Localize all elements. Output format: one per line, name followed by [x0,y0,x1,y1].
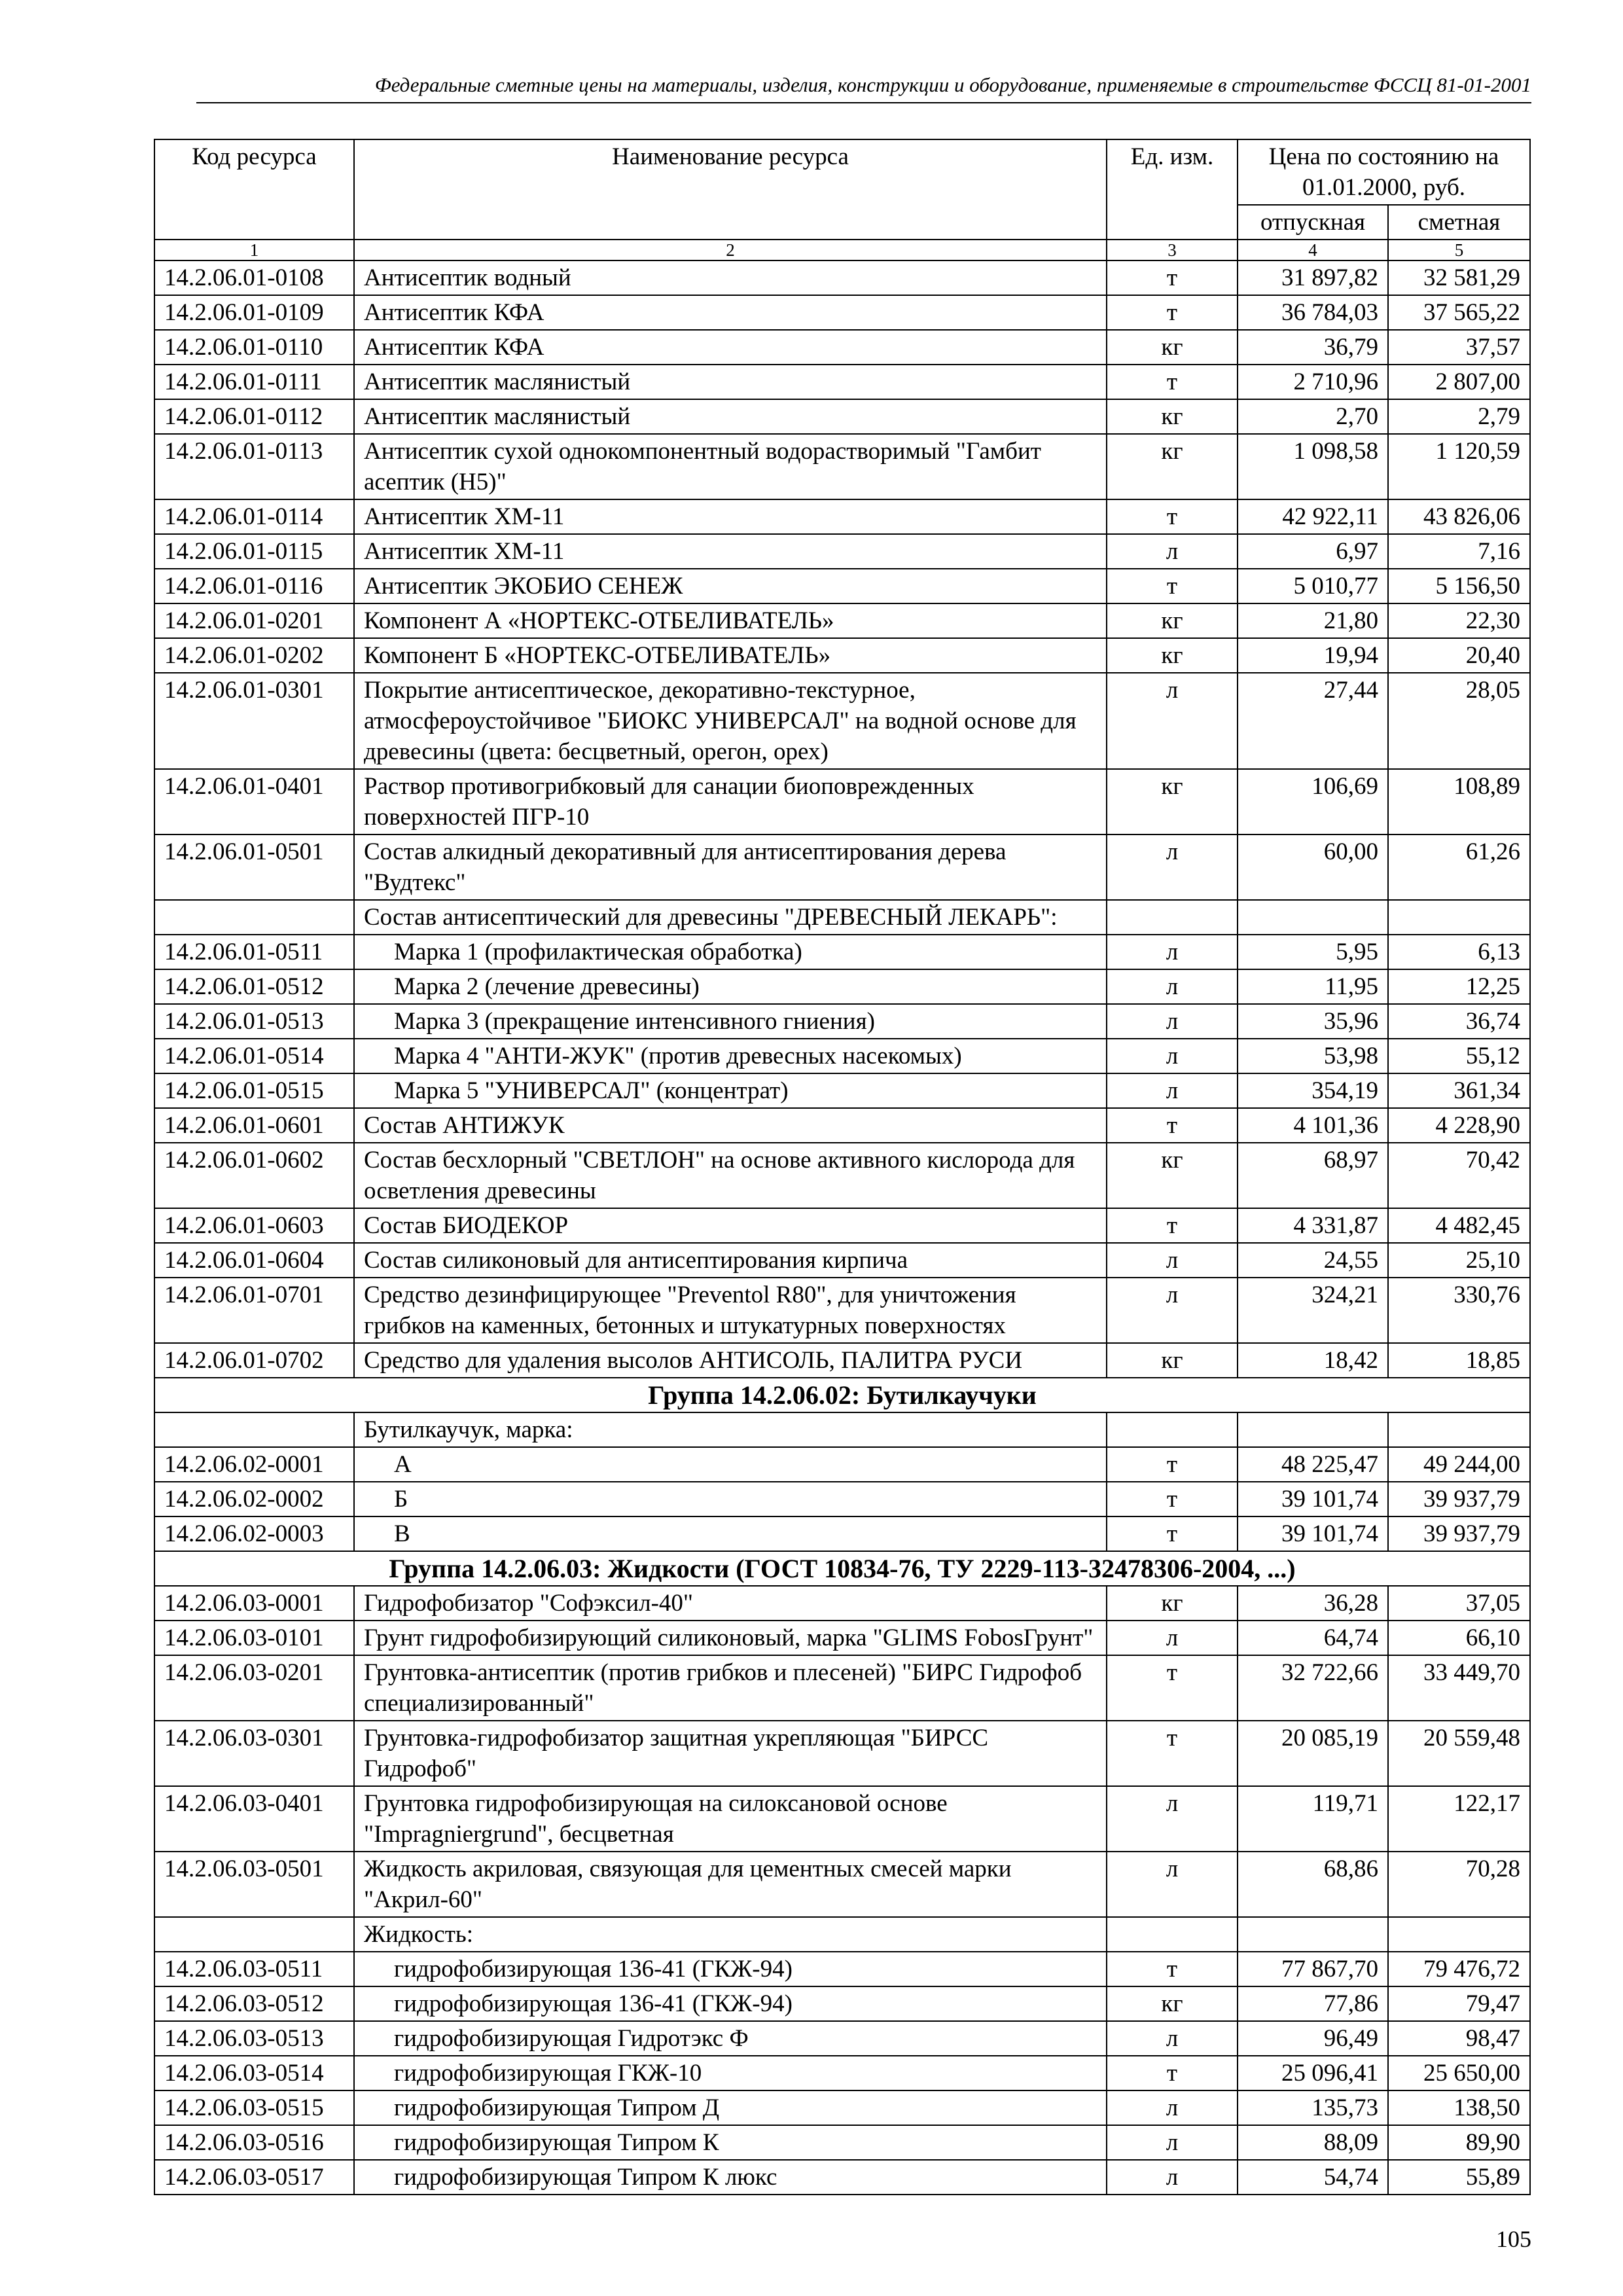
resource-code [154,900,354,935]
unit: т [1107,499,1238,534]
release-price: 27,44 [1238,673,1388,769]
release-price: 5 010,77 [1238,569,1388,603]
resource-name: Компонент А «НОРТЕКС-ОТБЕЛИВАТЕЛЬ» [354,603,1107,638]
resource-name: гидрофобизирующая Типром К [354,2125,1107,2160]
unit: л [1107,1039,1238,1073]
resource-code: 14.2.06.01-0109 [154,295,354,330]
estimate-price: 66,10 [1388,1621,1530,1655]
resource-code: 14.2.06.01-0511 [154,935,354,969]
unit: т [1107,295,1238,330]
column-header-name: Наименование ресурса [354,139,1107,240]
estimate-price: 4 482,45 [1388,1208,1530,1243]
unit: т [1107,1952,1238,1986]
resource-name: Марка 4 "АНТИ-ЖУК" (против древесных насекомых) [354,1039,1107,1073]
release-price: 42 922,11 [1238,499,1388,534]
resource-name: Средство для удаления высолов АНТИСОЛЬ, ПАЛИТРА РУСИ [354,1343,1107,1378]
page-number: 105 [1496,2226,1531,2252]
unit: т [1107,365,1238,399]
release-price [1238,900,1388,935]
table-row [154,1073,1530,1108]
release-price [1238,1917,1388,1952]
resource-name: гидрофобизирующая 136-41 (ГКЖ-94) [354,1952,1107,1986]
resource-code: 14.2.06.02-0003 [154,1516,354,1551]
resource-code: 14.2.06.01-0113 [154,434,354,499]
release-price: 36 784,03 [1238,295,1388,330]
unit: т [1107,1655,1238,1721]
estimate-price: 330,76 [1388,1278,1530,1343]
resource-name: Раствор противогрибковый для санации биоповрежденных поверхностей ПГР-10 [354,769,1107,834]
resource-name: гидрофобизирующая ГКЖ-10 [354,2056,1107,2090]
resource-name: Состав силиконовый для антисептирования кирпича [354,1243,1107,1278]
resource-name: Антисептик КФА [354,330,1107,365]
unit: л [1107,834,1238,900]
unit: т [1107,2056,1238,2090]
resource-code: 14.2.06.01-0701 [154,1278,354,1343]
table-row [154,769,1530,834]
estimate-price: 55,89 [1388,2160,1530,2195]
resource-code [154,1917,354,1952]
resource-name: Антисептик маслянистый [354,399,1107,434]
resource-code: 14.2.06.01-0112 [154,399,354,434]
release-price: 36,79 [1238,330,1388,365]
release-price: 60,00 [1238,834,1388,900]
resource-code: 14.2.06.03-0401 [154,1786,354,1852]
estimate-price: 98,47 [1388,2021,1530,2056]
release-price: 2,70 [1238,399,1388,434]
group-title: Группа 14.2.06.02: Бутилкаучуки [154,1378,1530,1412]
resource-code: 14.2.06.03-0201 [154,1655,354,1721]
release-price: 5,95 [1238,935,1388,969]
release-price: 31 897,82 [1238,260,1388,295]
subheading-row [154,1917,1530,1952]
release-price: 77 867,70 [1238,1952,1388,1986]
table-row [154,1208,1530,1243]
resource-name: Антисептик ХМ-11 [354,499,1107,534]
resource-code: 14.2.06.03-0515 [154,2090,354,2125]
table-row [154,330,1530,365]
resource-code: 14.2.06.01-0515 [154,1073,354,1108]
table-row [154,1852,1530,1917]
unit: л [1107,1004,1238,1039]
release-price: 48 225,47 [1238,1447,1388,1482]
estimate-price: 25 650,00 [1388,2056,1530,2090]
unit: кг [1107,769,1238,834]
table-row [154,1986,1530,2021]
resource-name: Б [354,1482,1107,1516]
estimate-price: 37,05 [1388,1586,1530,1621]
resource-code: 14.2.06.03-0516 [154,2125,354,2160]
table-row [154,1278,1530,1343]
unit: л [1107,1852,1238,1917]
resource-code: 14.2.06.02-0001 [154,1447,354,1482]
resource-name: Марка 3 (прекращение интенсивного гниения) [354,1004,1107,1039]
table-row [154,2090,1530,2125]
unit: л [1107,2160,1238,2195]
table-row [154,1243,1530,1278]
unit: л [1107,673,1238,769]
estimate-price [1388,1412,1530,1447]
estimate-price: 138,50 [1388,2090,1530,2125]
release-price: 21,80 [1238,603,1388,638]
estimate-price: 1 120,59 [1388,434,1530,499]
resource-name: Состав АНТИЖУК [354,1108,1107,1143]
release-price: 354,19 [1238,1073,1388,1108]
estimate-price: 70,42 [1388,1143,1530,1208]
resource-code: 14.2.06.01-0110 [154,330,354,365]
column-header-code: Код ресурса [154,139,354,240]
release-price: 4 331,87 [1238,1208,1388,1243]
resource-code: 14.2.06.03-0513 [154,2021,354,2056]
table-row [154,969,1530,1004]
resource-code: 14.2.06.03-0301 [154,1721,354,1786]
resource-name: Антисептик КФА [354,295,1107,330]
estimate-price: 4 228,90 [1388,1108,1530,1143]
table-row [154,638,1530,673]
column-header-release-price: отпускная [1238,205,1388,240]
resource-code: 14.2.06.03-0001 [154,1586,354,1621]
estimate-price: 55,12 [1388,1039,1530,1073]
estimate-price: 2 807,00 [1388,365,1530,399]
estimate-price: 39 937,79 [1388,1516,1530,1551]
resource-code: 14.2.06.01-0114 [154,499,354,534]
table-row [154,534,1530,569]
unit: т [1107,569,1238,603]
resource-name: Грунтовка гидрофобизирующая на силоксановой основе "Impragniergrund", бесцветная [354,1786,1107,1852]
release-price: 24,55 [1238,1243,1388,1278]
table-row [154,1482,1530,1516]
group-title: Группа 14.2.06.03: Жидкости (ГОСТ 10834-76, ТУ 2229-113-32478306-2004, ...) [154,1551,1530,1586]
table-row [154,1004,1530,1039]
unit: л [1107,969,1238,1004]
resource-name: В [354,1516,1107,1551]
unit: т [1107,260,1238,295]
resource-code [154,1412,354,1447]
release-price: 68,86 [1238,1852,1388,1917]
estimate-price [1388,900,1530,935]
unit: т [1107,1208,1238,1243]
subheading-row [154,1412,1530,1447]
table-row [154,1786,1530,1852]
release-price: 4 101,36 [1238,1108,1388,1143]
resource-code: 14.2.06.03-0501 [154,1852,354,1917]
release-price: 324,21 [1238,1278,1388,1343]
column-header-unit: Ед. изм. [1107,139,1238,240]
resource-name: Гидрофобизатор "Софэксил-40" [354,1586,1107,1621]
table-row [154,834,1530,900]
release-price: 25 096,41 [1238,2056,1388,2090]
resource-name: Состав алкидный декоративный для антисептирования дерева "Вудтекс" [354,834,1107,900]
unit: т [1107,1108,1238,1143]
unit: л [1107,534,1238,569]
table-body [154,260,1530,2195]
resource-name: Средство дезинфицирующее "Preventol R80", для уничтожения грибков на каменных, бетонных и штукатурных поверхностях [354,1278,1107,1343]
unit: т [1107,1516,1238,1551]
release-price: 20 085,19 [1238,1721,1388,1786]
resource-code: 14.2.06.01-0602 [154,1143,354,1208]
column-number: 4 [1238,240,1388,260]
resource-code: 14.2.06.02-0002 [154,1482,354,1516]
column-number: 1 [154,240,354,260]
estimate-price: 5 156,50 [1388,569,1530,603]
release-price: 53,98 [1238,1039,1388,1073]
unit: кг [1107,1143,1238,1208]
column-header-estimate-price: сметная [1388,205,1530,240]
resource-name: Марка 5 "УНИВЕРСАЛ" (концентрат) [354,1073,1107,1108]
estimate-price: 36,74 [1388,1004,1530,1039]
resource-name: Состав БИОДЕКОР [354,1208,1107,1243]
estimate-price: 25,10 [1388,1243,1530,1278]
resource-code: 14.2.06.01-0111 [154,365,354,399]
release-price: 2 710,96 [1238,365,1388,399]
resource-name: А [354,1447,1107,1482]
unit: л [1107,1621,1238,1655]
resource-name: Антисептик ХМ-11 [354,534,1107,569]
unit: кг [1107,1343,1238,1378]
resource-name: Грунтовка-гидрофобизатор защитная укрепляющая "БИРСС Гидрофоб" [354,1721,1107,1786]
table-row [154,2160,1530,2195]
resource-code: 14.2.06.01-0603 [154,1208,354,1243]
release-price: 64,74 [1238,1621,1388,1655]
column-header-price-group: Цена по состоянию на 01.01.2000, руб. [1238,139,1530,205]
resource-name: гидрофобизирующая Типром К люкс [354,2160,1107,2195]
resource-code: 14.2.06.03-0511 [154,1952,354,1986]
release-price: 77,86 [1238,1986,1388,2021]
release-price: 68,97 [1238,1143,1388,1208]
release-price: 39 101,74 [1238,1516,1388,1551]
subheading-row [154,900,1530,935]
resource-code: 14.2.06.03-0517 [154,2160,354,2195]
table-row [154,260,1530,295]
unit [1107,1412,1238,1447]
resource-code: 14.2.06.01-0514 [154,1039,354,1073]
estimate-price: 28,05 [1388,673,1530,769]
unit: л [1107,1243,1238,1278]
table-row [154,1655,1530,1721]
table-row [154,1343,1530,1378]
estimate-price: 32 581,29 [1388,260,1530,295]
resource-name: Покрытие антисептическое, декоративно-текстурное, атмосфероустойчивое "БИОКС УНИВЕРСАЛ" на водной основе для древесины (цвета: бесцветный, орегон, орех) [354,673,1107,769]
unit: т [1107,1447,1238,1482]
resource-code: 14.2.06.01-0116 [154,569,354,603]
estimate-price: 18,85 [1388,1343,1530,1378]
column-numbers-row [154,240,1530,260]
resource-code: 14.2.06.01-0115 [154,534,354,569]
release-price: 96,49 [1238,2021,1388,2056]
release-price: 88,09 [1238,2125,1388,2160]
column-number: 2 [354,240,1107,260]
table-row [154,569,1530,603]
resource-code: 14.2.06.01-0401 [154,769,354,834]
unit: л [1107,1786,1238,1852]
estimate-price: 89,90 [1388,2125,1530,2160]
unit: л [1107,1073,1238,1108]
unit: кг [1107,434,1238,499]
estimate-price: 49 244,00 [1388,1447,1530,1482]
resource-name: Состав бесхлорный "СВЕТЛОН" на основе активного кислорода для осветления древесины [354,1143,1107,1208]
release-price: 106,69 [1238,769,1388,834]
estimate-price [1388,1917,1530,1952]
estimate-price: 43 826,06 [1388,499,1530,534]
resource-name: Антисептик водный [354,260,1107,295]
unit: л [1107,2021,1238,2056]
resource-name: Грунт гидрофобизирующий силиконовый, марка "GLIMS FobosГрунт" [354,1621,1107,1655]
column-number: 5 [1388,240,1530,260]
resource-name: Антисептик ЭКОБИО СЕНЕЖ [354,569,1107,603]
estimate-price: 33 449,70 [1388,1655,1530,1721]
unit: кг [1107,1986,1238,2021]
estimate-price: 6,13 [1388,935,1530,969]
resource-code: 14.2.06.01-0512 [154,969,354,1004]
resource-name: Антисептик маслянистый [354,365,1107,399]
estimate-price: 361,34 [1388,1073,1530,1108]
resource-name: Жидкость акриловая, связующая для цементных смесей марки "Акрил-60" [354,1852,1107,1917]
resource-name: Марка 2 (лечение древесины) [354,969,1107,1004]
release-price: 18,42 [1238,1343,1388,1378]
table-row [154,1108,1530,1143]
resource-code: 14.2.06.03-0101 [154,1621,354,1655]
estimate-price: 37,57 [1388,330,1530,365]
table-row [154,434,1530,499]
resource-name: Грунтовка-антисептик (против грибков и плесеней) "БИРС Гидрофоб специализированный" [354,1655,1107,1721]
release-price [1238,1412,1388,1447]
resource-code: 14.2.06.01-0702 [154,1343,354,1378]
resource-name: гидрофобизирующая Типром Д [354,2090,1107,2125]
estimate-price: 79,47 [1388,1986,1530,2021]
unit [1107,900,1238,935]
resource-name: Компонент Б «НОРТЕКС-ОТБЕЛИВАТЕЛЬ» [354,638,1107,673]
resource-code: 14.2.06.01-0201 [154,603,354,638]
resource-code: 14.2.06.01-0202 [154,638,354,673]
estimate-price: 108,89 [1388,769,1530,834]
table-row [154,295,1530,330]
table-row [154,2125,1530,2160]
table-row [154,2021,1530,2056]
table-row [154,603,1530,638]
table-row [154,399,1530,434]
table-row [154,673,1530,769]
table-row [154,1621,1530,1655]
unit [1107,1917,1238,1952]
release-price: 32 722,66 [1238,1655,1388,1721]
table-row [154,1952,1530,1986]
release-price: 1 098,58 [1238,434,1388,499]
unit: л [1107,1278,1238,1343]
group-row [154,1551,1530,1586]
estimate-price: 20 559,48 [1388,1721,1530,1786]
resource-name: Марка 1 (профилактическая обработка) [354,935,1107,969]
resource-code: 14.2.06.01-0501 [154,834,354,900]
release-price: 11,95 [1238,969,1388,1004]
table-row [154,1586,1530,1621]
subheading-label: Жидкость: [354,1917,1107,1952]
running-header: Федеральные сметные цены на материалы, изделия, конструкции и оборудование, применяемые в строительстве ФССЦ 81-01-2001 [196,73,1531,103]
table-row [154,935,1530,969]
release-price: 119,71 [1238,1786,1388,1852]
table-row [154,1143,1530,1208]
release-price: 35,96 [1238,1004,1388,1039]
unit: л [1107,2090,1238,2125]
estimate-price: 79 476,72 [1388,1952,1530,1986]
table-row [154,1039,1530,1073]
resource-code: 14.2.06.01-0601 [154,1108,354,1143]
resource-name: гидрофобизирующая 136-41 (ГКЖ-94) [354,1986,1107,2021]
unit: л [1107,2125,1238,2160]
release-price: 39 101,74 [1238,1482,1388,1516]
resource-code: 14.2.06.01-0108 [154,260,354,295]
resource-code: 14.2.06.01-0513 [154,1004,354,1039]
unit: кг [1107,603,1238,638]
table-row [154,1447,1530,1482]
estimate-price: 122,17 [1388,1786,1530,1852]
estimate-price: 61,26 [1388,834,1530,900]
resource-name: Антисептик сухой однокомпонентный водорастворимый "Гамбит асептик (Н5)" [354,434,1107,499]
estimate-price: 7,16 [1388,534,1530,569]
subheading-label: Бутилкаучук, марка: [354,1412,1107,1447]
table-row [154,1721,1530,1786]
release-price: 54,74 [1238,2160,1388,2195]
unit: л [1107,935,1238,969]
unit: т [1107,1721,1238,1786]
column-number: 3 [1107,240,1238,260]
unit: т [1107,1482,1238,1516]
table-row [154,499,1530,534]
resource-name: гидрофобизирующая Гидротэкс Ф [354,2021,1107,2056]
unit: кг [1107,330,1238,365]
estimate-price: 12,25 [1388,969,1530,1004]
unit: кг [1107,399,1238,434]
release-price: 6,97 [1238,534,1388,569]
estimate-price: 70,28 [1388,1852,1530,1917]
table-row [154,1516,1530,1551]
group-row [154,1378,1530,1412]
resource-price-table [154,139,1531,2195]
resource-code: 14.2.06.01-0301 [154,673,354,769]
estimate-price: 22,30 [1388,603,1530,638]
release-price: 19,94 [1238,638,1388,673]
resource-code: 14.2.06.01-0604 [154,1243,354,1278]
resource-code: 14.2.06.03-0514 [154,2056,354,2090]
resource-code: 14.2.06.03-0512 [154,1986,354,2021]
release-price: 135,73 [1238,2090,1388,2125]
estimate-price: 39 937,79 [1388,1482,1530,1516]
subheading-label: Состав антисептический для древесины "ДРЕВЕСНЫЙ ЛЕКАРЬ": [354,900,1107,935]
estimate-price: 20,40 [1388,638,1530,673]
release-price: 36,28 [1238,1586,1388,1621]
table-row [154,365,1530,399]
unit: кг [1107,1586,1238,1621]
unit: кг [1107,638,1238,673]
estimate-price: 2,79 [1388,399,1530,434]
estimate-price: 37 565,22 [1388,295,1530,330]
table-row [154,2056,1530,2090]
